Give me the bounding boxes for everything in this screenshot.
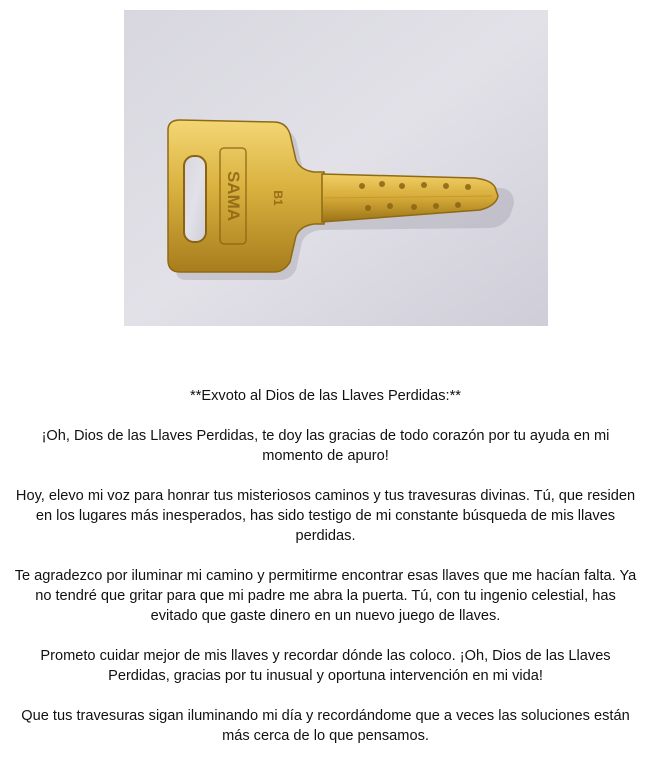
exvoto-text — [14, 386, 637, 746]
paragraph-1: ¡Oh, Dios de las Llaves Perdidas, te doy las gracias de todo corazón por tu ayuda en mi momento de apuro! — [41, 428, 610, 464]
svg-text:B1: B1 — [271, 190, 285, 206]
key-photo — [124, 10, 548, 326]
paragraph-4: Prometo cuidar mejor de mis llaves y recordar dónde las coloco. ¡Oh, Dios de las Llaves Perdidas, gracias por tu inusual y oportuna intervención en mi vida! — [40, 648, 611, 684]
paragraph-5: Que tus travesuras sigan iluminando mi día y recordándome que a veces las soluciones están más cerca de lo que pensamos. — [21, 708, 630, 744]
paragraph-3: Te agradezco por iluminar mi camino y permitirme encontrar esas llaves que me hacían falta. Ya no tendré que gritar para que mi padre me abra la puerta. Tú, con tu ingenio celestial, has evitado que gaste dinero en un nuevo juego de llaves. — [14, 568, 637, 624]
svg-text:SAMA: SAMA — [224, 170, 243, 222]
document-title: **Exvoto al Dios de las Llaves Perdidas:** — [190, 388, 461, 404]
paragraph-2: Hoy, elevo mi voz para honrar tus misteriosos caminos y tus travesuras divinas. Tú, que residen en los lugares más inesperados, has sido testigo de mi constante búsqueda de mis llaves perdidas. — [15, 488, 636, 544]
